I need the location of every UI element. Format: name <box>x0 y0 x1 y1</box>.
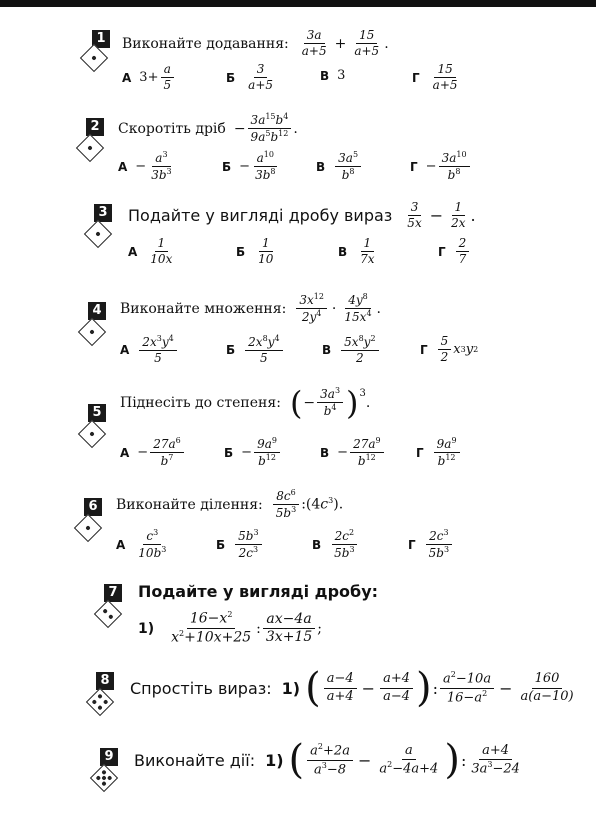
option-letter: Г <box>416 445 424 460</box>
answer-option[interactable]: В − $\frac{27a^9}{b^{12}}$ <box>320 436 386 469</box>
option-letter: Б <box>216 537 226 552</box>
option-letter: В <box>338 244 348 259</box>
task-question: Виконайте додавання: 3a a+5 + $\frac{15}{a+5}$ . <box>122 28 389 58</box>
task-number-badge: 1 <box>92 30 110 48</box>
task-question: Виконайте дії: 1) ( $a^2+2a$ $a^3-8$ − $\frac{a}{a^2-4a+4}$ ) : a+4 $3a^3-24$ <box>134 737 520 783</box>
dice-icon <box>86 688 114 716</box>
answer-option[interactable]: В 3 <box>320 68 346 83</box>
option-letter: А <box>116 537 126 552</box>
dice-icon <box>94 600 122 628</box>
subitem-label: 1) <box>281 678 301 698</box>
dice-icon <box>76 134 104 162</box>
option-letter: А <box>118 159 128 174</box>
answer-option[interactable]: А 3+ $\frac{a}{5}$ <box>122 62 176 93</box>
task-text: Піднесіть до степеня: <box>120 394 281 411</box>
task-question: Спростіть вираз: 1) ( a−4 a+4 − $\frac{a+4}{a-4}$ ) : $a^2-10a$ $16-a^2$ − $\frac{160}{a(a-10)}$ <box>130 665 574 711</box>
task-number-badge: 9 <box>100 748 118 766</box>
task-text: Подайте у вигляді дробу: <box>138 582 379 601</box>
subitem-label: 1) <box>265 750 284 770</box>
task-question: Подайте у вигляді дробу вираз 3 5x − $\frac{1}{2x}$ . <box>128 200 476 230</box>
task-text: Виконайте множення: <box>120 300 287 317</box>
option-letter: Б <box>226 70 236 85</box>
answer-option[interactable]: Б − $\frac{a^{10}}{3b^8}$ <box>222 150 276 182</box>
task-text: Виконайте дії: <box>134 750 256 770</box>
task-question: Скоротіть дріб − $\frac{3a^{15}b^4}{9a^5b^{12}}$ . <box>118 112 298 144</box>
expression-1: 1) $16-x^2$ $x^2+10x+25$ : ax−4a 3x+15 ; <box>138 610 322 646</box>
task-question <box>138 582 378 601</box>
option-letter: Б <box>226 343 236 357</box>
option-letter: Б <box>224 445 234 460</box>
answer-option[interactable]: Г 5 2 x 3 y 2 <box>420 334 479 364</box>
answer-option[interactable]: Г − $\frac{3a^{10}}{b^8}$ <box>410 150 472 183</box>
answer-option[interactable]: Б $2x^8y^4$ 5 <box>226 334 285 366</box>
answer-option[interactable]: Г $2c^3$ $5b^3$ <box>408 528 454 561</box>
answer-option[interactable]: В 1 7x <box>338 236 375 266</box>
option-letter: А <box>120 343 130 357</box>
task-text: Виконайте додавання: <box>122 35 289 52</box>
dice-icon <box>78 318 106 346</box>
answer-option[interactable]: Г 2 7 <box>438 236 471 267</box>
answer-option[interactable]: Б 3 a+5 <box>226 62 274 92</box>
option-letter: В <box>312 537 322 552</box>
dice-icon <box>74 514 102 542</box>
answer-option[interactable]: А $2x^3y^4$ 5 <box>120 334 179 366</box>
answer-option[interactable]: Б $5b^3$ $2c^3$ <box>216 528 264 561</box>
task-number-badge: 5 <box>88 404 106 422</box>
task-text: Подайте у вигляді дробу вираз <box>128 206 393 225</box>
answer-option[interactable]: В $2c^2$ $5b^3$ <box>312 528 360 561</box>
option-letter: А <box>122 70 132 85</box>
task-number-badge: 8 <box>96 672 114 690</box>
answer-option[interactable]: В $3a^5$ $b^8$ <box>316 150 363 183</box>
dice-icon <box>84 220 112 248</box>
dice-icon <box>90 764 118 792</box>
option-letter: Г <box>420 342 428 357</box>
option-letter: Б <box>222 159 232 174</box>
option-letter: В <box>322 343 332 357</box>
option-letter: Г <box>412 70 420 85</box>
task-question: Піднесіть до степеня: ( − $\frac{3a^3}{b^4}$ ) $^3$ . <box>120 383 371 422</box>
dice-icon <box>80 44 108 72</box>
answer-option[interactable]: Б − $\frac{9a^9}{b^{12}}$ <box>224 436 282 469</box>
task-text: Скоротіть дріб <box>118 120 226 137</box>
task-text: Виконайте ділення: <box>116 496 263 513</box>
task-number-badge: 7 <box>104 584 122 602</box>
option-letter: В <box>320 445 330 460</box>
option-letter: В <box>320 68 330 83</box>
answer-option[interactable]: В $5x^8y^2$ 2 <box>322 334 381 366</box>
answer-option[interactable]: А 1 10x <box>128 236 173 266</box>
top-black-bar <box>0 0 596 7</box>
option-letter: Г <box>408 537 416 552</box>
option-letter: А <box>120 445 130 460</box>
task-number-badge: 4 <box>88 302 106 320</box>
answer-option[interactable]: Г 15 a+5 <box>412 62 458 92</box>
subitem-label: 1) <box>138 620 155 637</box>
option-letter: Б <box>236 244 246 259</box>
task-text: Спростіть вираз: <box>130 678 272 698</box>
task-question: Виконайте ділення: $8c^6$ $5b^3$ $:(4c^3)$. <box>116 488 344 520</box>
answer-option[interactable]: А $c^3$ $10b^3$ <box>116 528 167 560</box>
option-letter: В <box>316 159 326 174</box>
task-number-badge: 2 <box>86 118 104 136</box>
answer-option[interactable]: Г $9a^9$ $b^{12}$ <box>416 436 462 469</box>
dice-icon <box>78 420 106 448</box>
task-question: Виконайте множення: $3x^{12}$ $2y^4$ · $4y^8$ $15x^4$ . <box>120 292 381 324</box>
option-letter: Г <box>438 244 446 259</box>
task-number-badge: 6 <box>84 498 102 516</box>
answer-option[interactable]: А − $\frac{27a^6}{b^7}$ <box>120 436 186 469</box>
option-letter: А <box>128 244 138 259</box>
answer-option[interactable]: Б 1 10 <box>236 236 274 266</box>
option-letter: Г <box>410 159 418 174</box>
answer-option[interactable]: А − $\frac{a^3}{3b^3}$ <box>118 150 172 182</box>
task-number-badge: 3 <box>94 204 112 222</box>
